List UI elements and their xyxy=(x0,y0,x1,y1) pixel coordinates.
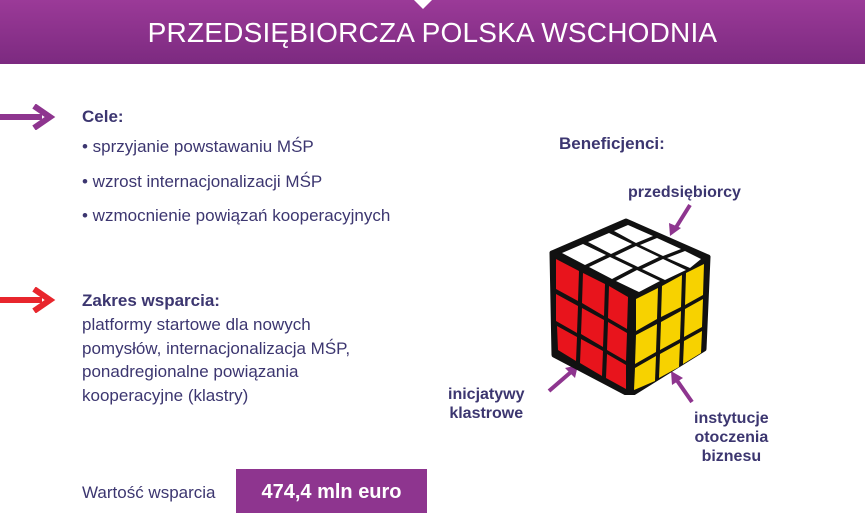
support-line: kooperacyjne (klastry) xyxy=(82,385,249,405)
support-description xyxy=(82,313,412,407)
page-title: PRZEDSIĘBIORCZA POLSKA WSCHODNIA xyxy=(147,17,718,48)
goal-item: • wzmocnienie powiązań kooperacyjnych xyxy=(82,206,391,225)
support-line: platformy startowe dla nowych xyxy=(82,315,311,334)
beneficiary-cluster-initiatives xyxy=(448,385,524,423)
label-line: biznesu xyxy=(701,448,762,465)
arrow-right-icon xyxy=(0,104,60,130)
label-line: inicjatywy xyxy=(448,386,525,403)
header-bar xyxy=(0,0,865,64)
rubiks-cube-icon xyxy=(540,215,715,395)
support-line: ponadregionalne powiązania xyxy=(82,362,299,381)
beneficiaries-title: Beneficjenci: xyxy=(559,134,665,153)
beneficiary-business-institutions xyxy=(694,409,769,466)
header-notch xyxy=(414,0,432,9)
beneficiary-entrepreneurs: przedsiębiorcy xyxy=(628,184,741,201)
arrow-right-icon xyxy=(0,287,60,313)
label-line: klastrowe xyxy=(449,405,524,422)
goals-heading: Cele: xyxy=(82,107,124,126)
label-line: otoczenia xyxy=(694,429,769,446)
support-heading: Zakres wsparcia: xyxy=(82,291,220,310)
goal-item: • sprzyjanie powstawaniu MŚP xyxy=(82,137,314,156)
value-amount: 474,4 mln euro xyxy=(236,469,427,513)
value-label: Wartość wsparcia xyxy=(82,483,216,502)
goal-item: • wzrost internacjonalizacji MŚP xyxy=(82,172,323,191)
support-line: pomysłów, internacjonalizacja MŚP, xyxy=(82,338,351,358)
label-line: instytucje xyxy=(694,410,769,427)
